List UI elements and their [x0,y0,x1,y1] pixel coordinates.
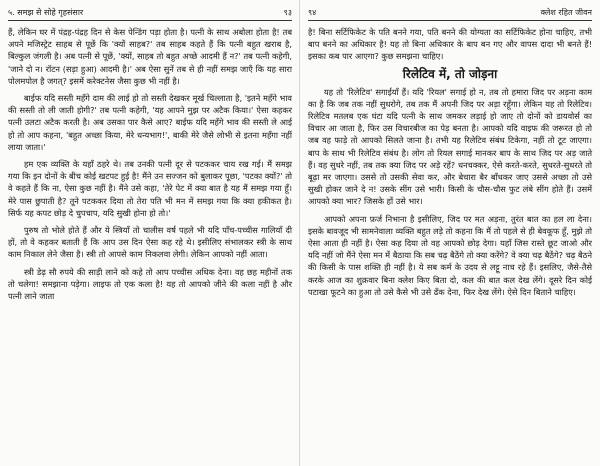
right-paragraph-2: आपको अपना फ़र्ज निभाना है इसीलिए, जिद पर मत अड़ना, तुरंत बात का हल ला देना। इसके बावजूद भी सामनेवाला व्यक्ति बहुत लड़े तो कहना कि मैं तो पहले से ही बेवकूफ हूँ, मुझे तो ऐसा आता ही नहीं है। ऐसा कह दिया तो वह आपको छोड़ देगा। यहाँ जिस रास्ते छूट जाओ और यदि नहीं जो मैंने ऐसा मन में बैठाया कि सब चढ़ बैठेंगे तो क्या करेंगे? वे क्या चढ़ बैठेंगे? चढ़ बैठने की किसी के पास शक्ति ही नहीं है। ये सब कर्म के उदय से लट्टू नाच रहे हैं। इसलिए, जैसे-तैसे करके आज का शुक्रवार बिना क्लेश किए बिता दो, कल की बात कल देख लेंगे। दूसरे दिन कोई पटाखा फूटने का हुआ तो उसे कैसे भी उसे ढँक देना, फिर देख लेंगे। ऐसे दिन बिताने चाहिए। [308,213,592,297]
right-header-title: क्लेश रहित जीवन [540,7,592,17]
right-header-rule [308,20,592,21]
right-paragraph-1: यह तो 'रिलेटिव' सगाईयाँ हैं। यदि 'रियल' सगाई हो न, तब तो हमारा जिद पर अड़ना काम का है कि जब तक नहीं सुधरोगे, तब तक मैं अपनी जिद पर अड़ा रहूँगा। लेकिन यह तो रिलेटिव। रिलेटिव मतलब एक घंटा यदि पत्नी के साथ जमकर लड़ाई हो जाए तो दोनों को डायवोर्स का विचार आ जाता है, फिर उस विचारबीज का पेड़ बनता है। आपको यदि वाइफ की जरूरत हो तो जब वह फाड़े तो आपको सिलते जाना है। तभी यह रिलेटिव संबंध टिकेगा, नहीं तो टूट जाएगा। बाप के साथ भी रिलेटिव संबंध है। लोग तो रियल सगाई मानकर बाप के साथ जिद पर अड़ जाते हैं। वह सुधरे नहीं, तब तक क्या जिद पर अड़े रहें? धनचक्कर, ऐसे करते-करते, सुधरते-सुधरते तो बूढ़ा मर जाएगा। उससे तो उसकी सेवा कर, और बेचारा बैर बाँधकर जाए उससे अच्छा तो उसे सुखी होकर जाने दे न! उसके सींग उसे भारी। किसी के चौस-चौस फुट लंबे सींग होते हैं। उसमें आपको क्या भार? जिसके हों उसे भार। [308,86,592,207]
left-paragraph-3: हम एक व्यक्ति के यहाँ ठहरे थे। तब उनकी पत्नी दूर से पटककर चाय रख गई। मैं समझ गया कि इन दोनों के बीच कोई खटपट हुई है! मैंने उन सज्जन को बुलाकर पूछा, 'पटका क्यों?' तो वे कहते हैं कि ना, ऐसा कुछ नहीं है। मैंने उसे कहा, 'तेरे पेट में क्या बात है यह मैं समझ गया हूँ। मेरे पास छुपाती है? तूने पटककर दिया तो तेरा पति भी मन में समझ गया कि क्या हकीकत है। सिर्फ यह कपट छोड़ दे चुपचाप, यदि सुखी होना हो तो।' [8,159,292,218]
left-paragraph-1: हैं, लेकिन घर में पंद्रह-पंद्रह दिन से केस पेन्डिंग पड़ा होता है। पत्नी के साथ अबोला होता है! तब अपने मजिस्ट्रेट साहब से पूछें कि 'क्यों साहब?' तब साहब कहते हैं कि पत्नी बहुत खराब है, बिल्कुल जंगली है। अब पत्नी से पूछें, 'क्यों, साहब तो बहुत अच्छे आदमी हैं न?' तब पत्नी कहेगी, 'जाने दो न। रॉटन (सड़ा हुआ) आदमी है।' अब ऐसा सुनें तब से ही नहीं समझ जाएँ कि यह सारा पोलमपोल है जगत्? इसमें करेक्टनेस जैसा कुछ भी नहीं है। [8,27,292,86]
left-page-number: ९३ [283,7,292,17]
right-intro-paragraph: है! बिना सर्टिफिकेट के पति बनने गया, पति बनने की योग्यता का सर्टिफिकेट होना चाहिए, तभी बाप बनने का अधिकार है! यह तो बिना अधिकार के बाप बन गए और वापस दादा भी बनते हैं! इसका कब पार आएगा? कुछ समझना चाहिए। [308,27,592,62]
right-page [300,0,600,466]
left-header-title: ५. समझ से सोहे गृहसंसार [8,7,84,17]
left-header-rule [8,20,292,21]
right-page-header [308,6,592,18]
left-paragraph-2: बाईफ यदि सस्ती महँगे दाम की लाई हो तो सस्ती देखकर मूर्ख चिल्लाता है, 'इतने महँगे भाव की सस्ती तो ली जाती होगी?' तब पत्नी कहेगी, 'यह आपने मुझ पर अटैक किया।' ऐसा कहकर पत्नी उलटा अटैक करती है। अब उसका पार कैसे आए? बाईफ यदि महँगे भाव की सस्ती ले आई हो तो आप कहना, 'बहुत अच्छा किया, मेरे धन्यभाग!', बाकी मेरे जैसे लोभी से इतना महँगा नहीं लाया जाता।' [8,93,292,152]
left-paragraph-4: पुरुष तो भोले होते हैं और ये स्त्रियाँ तो चालीस वर्ष पहले भी यदि पाँच-पच्चीस गालियाँ दी हों, तो वे कहकर बताती हैं कि आप उस दिन ऐसा कह रहे थे। इसीलिए संभालकर स्त्री के साथ काम निकाल लेने जैसा है। स्त्री तो आपसे काम निकलवा लेगी। लेकिन आपको नहीं आता। [8,225,292,260]
left-paragraph-5: स्त्री डेढ़ सौ रुपये की साड़ी लाने को कहे तो आप पच्चीस अधिक देना। वह छह महीनों तक तो चलेगा! समझाना पड़ेगा। लाइफ तो एक कला है! यह तो आपको जीने की कला नहीं है और पत्नी लाने जाता [8,266,292,302]
right-page-number: ९४ [308,7,317,17]
section-heading: रिलेटिव में, तो जोड़ना [402,66,498,81]
left-page-header [8,6,292,18]
